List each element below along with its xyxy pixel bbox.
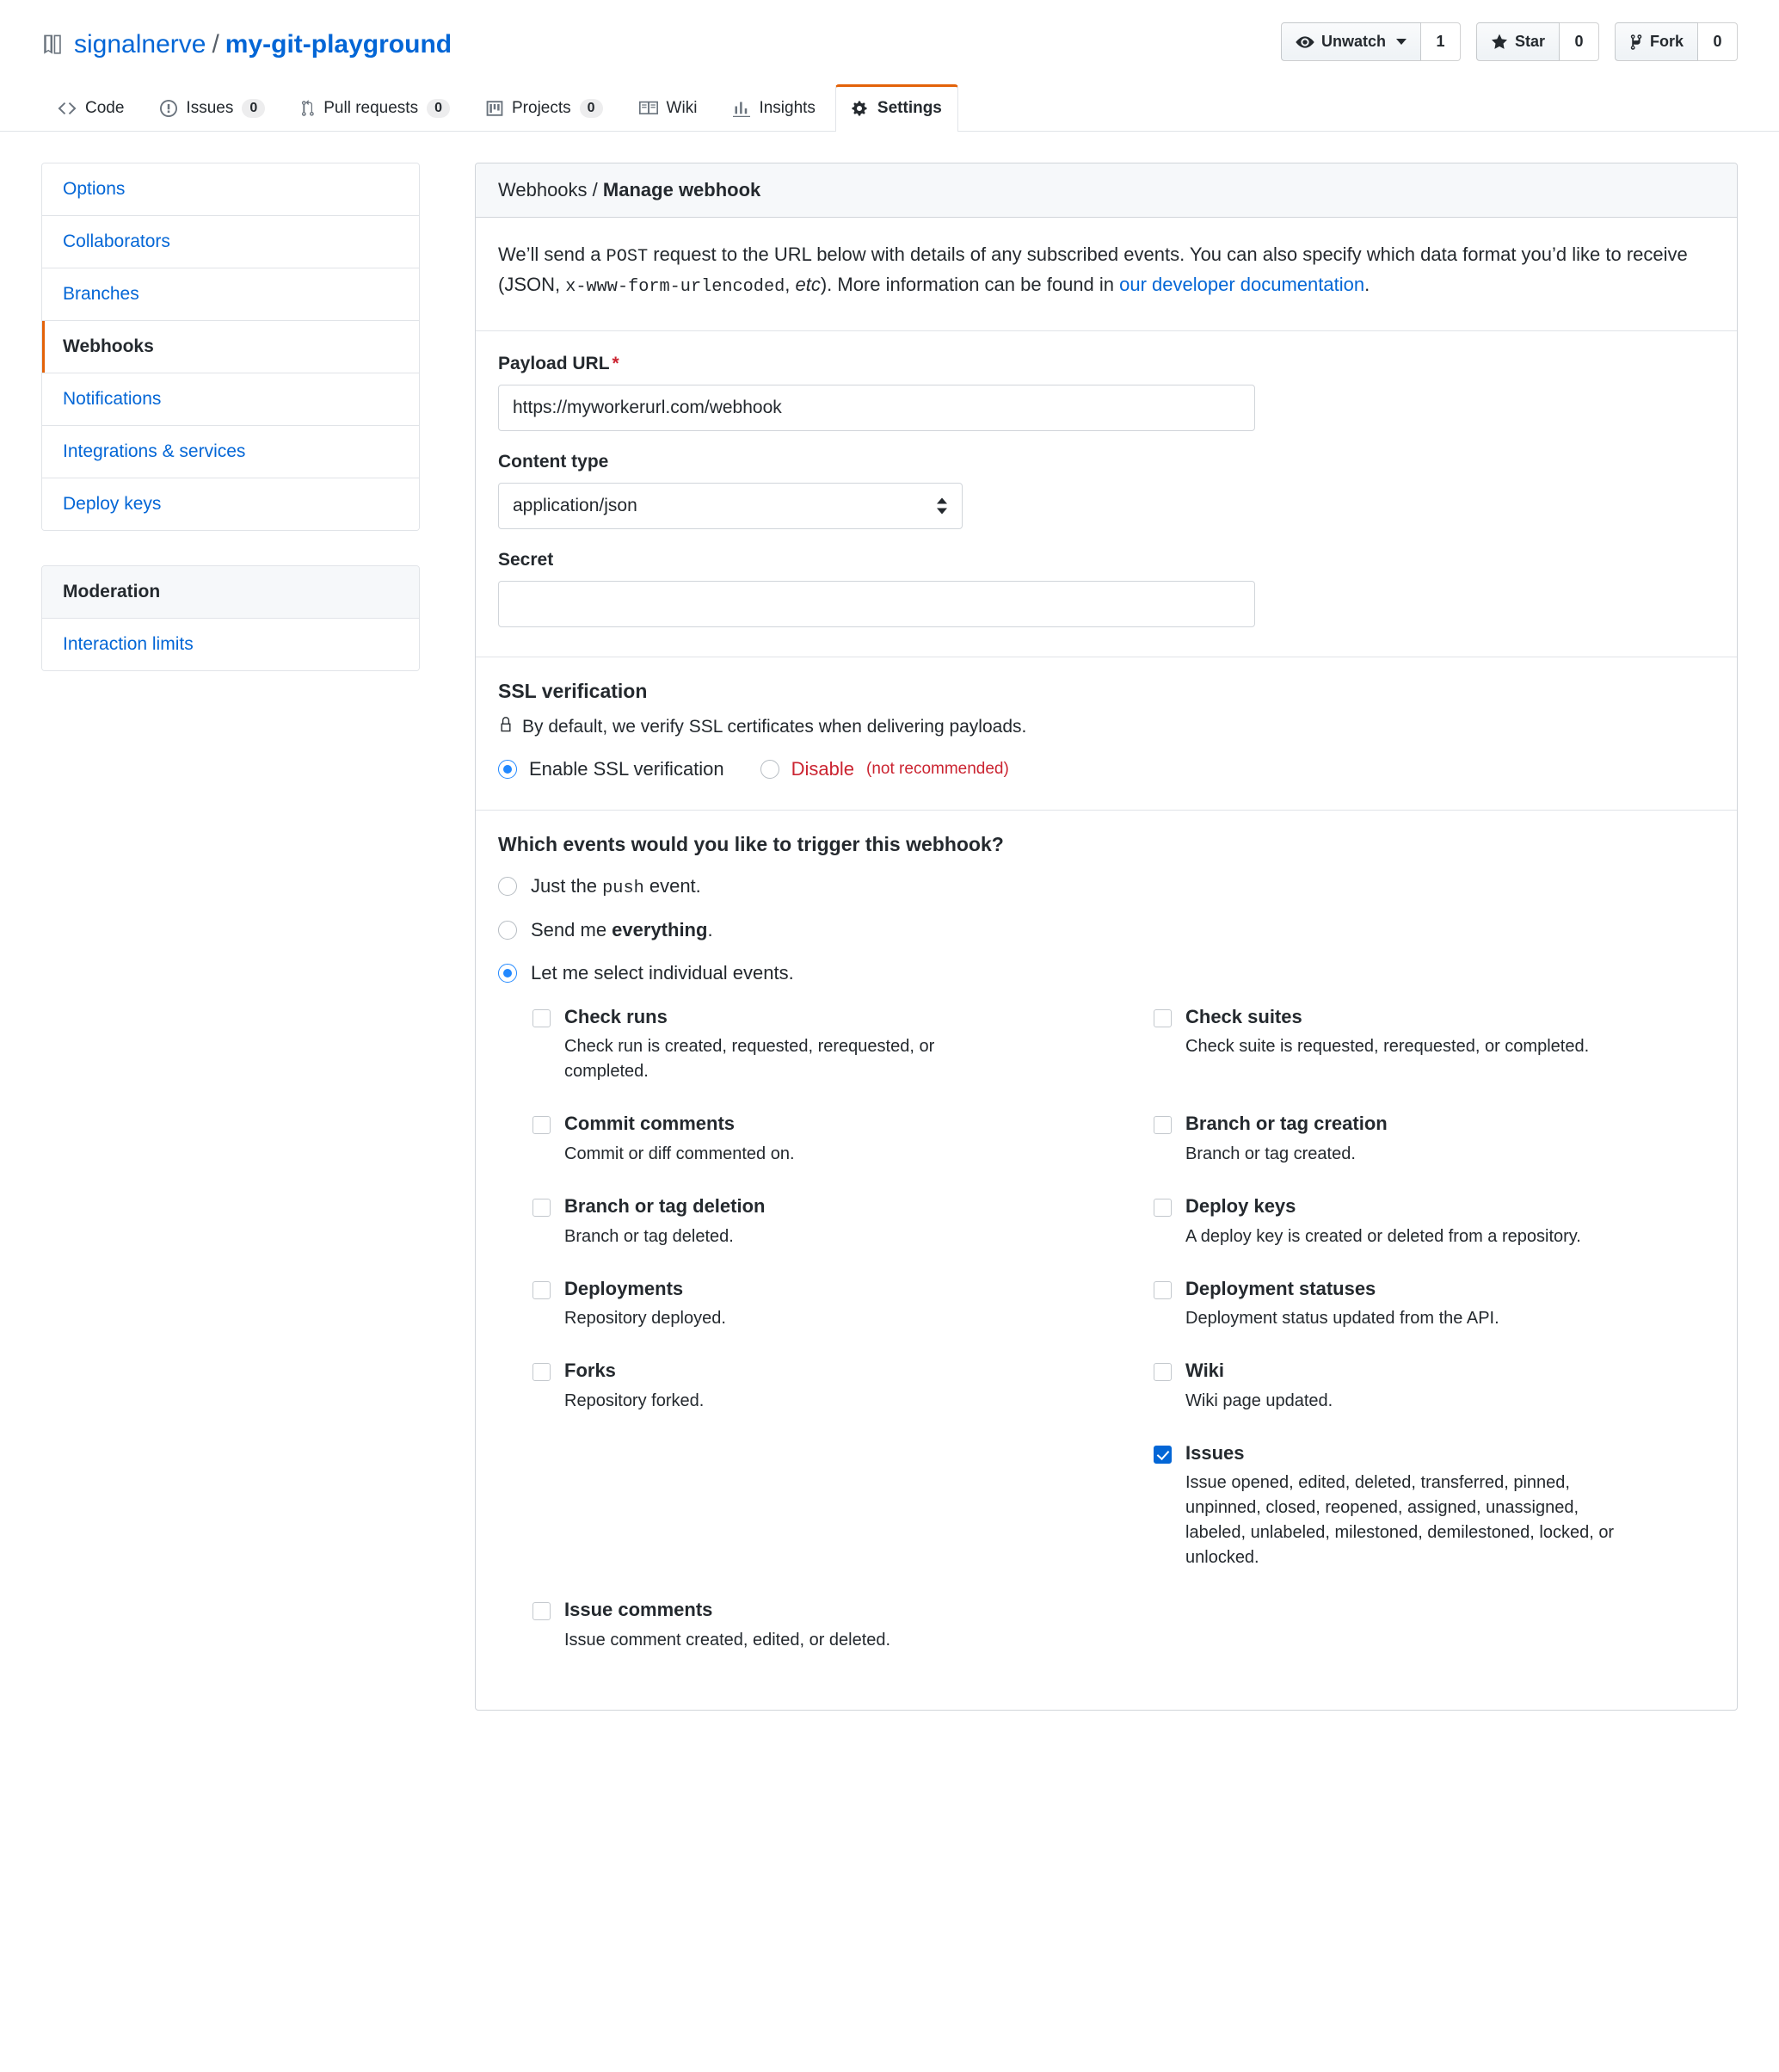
ssl-disable-option[interactable] (760, 758, 1009, 780)
book-icon (41, 34, 64, 56)
sidebar-item-options[interactable]: Options (42, 163, 419, 216)
fork-icon (1629, 34, 1643, 51)
intro-code-urlencoded: x-www-form-urlencoded (565, 277, 785, 298)
project-icon (486, 100, 503, 117)
event-wiki-name: Wiki (1185, 1360, 1225, 1382)
breadcrumb-parent[interactable]: Webhooks (498, 179, 588, 200)
event-deployments-checkbox[interactable] (532, 1281, 551, 1299)
intro-part-4: ). More information can be found in (820, 274, 1120, 296)
star-count[interactable]: 0 (1560, 22, 1599, 61)
tab-projects[interactable] (470, 84, 619, 132)
everything-strong: everything (612, 918, 708, 940)
event-commit-comments-desc: Commit or diff commented on. (564, 1144, 795, 1163)
ssl-disable-radio[interactable] (760, 760, 779, 779)
secret-group (498, 550, 1714, 627)
intro-part-5: . (1364, 274, 1370, 296)
breadcrumb (476, 163, 1737, 218)
event-forks-desc: Repository forked. (564, 1391, 705, 1410)
event-branch-or-tag-deletion-desc: Branch or tag deleted. (564, 1226, 734, 1246)
repo-actions (1281, 22, 1738, 61)
repo-header (0, 0, 1779, 61)
repo-owner-link[interactable]: signalnerve (74, 30, 206, 59)
intro-part-2: request to the URL below with details of any subscribed events. You can also specify which data format you’d like to receive (JSON, (498, 244, 1688, 296)
ssl-title: SSL verification (498, 679, 648, 702)
events-question: Which events would you like to trigger this webhook? (498, 832, 1004, 855)
event-wiki-checkbox[interactable] (1154, 1363, 1172, 1381)
book-icon (639, 101, 658, 116)
events-option-individual-radio[interactable] (498, 964, 517, 983)
event-deploy-keys[interactable] (1154, 1194, 1714, 1249)
event-deploy-keys-name: Deploy keys (1185, 1194, 1296, 1217)
settings-sidebar (41, 163, 420, 706)
event-issue-comments-name: Issue comments (564, 1599, 713, 1621)
event-wiki[interactable] (1154, 1359, 1714, 1414)
event-deployment-statuses-desc: Deployment status updated from the API. (1185, 1309, 1499, 1329)
sidebar-item-branches[interactable]: Branches (42, 268, 419, 321)
breadcrumb-current: Manage webhook (602, 179, 761, 200)
sidebar-item-deploy-keys[interactable]: Deploy keys (42, 478, 419, 530)
tab-issues[interactable] (144, 84, 281, 132)
fork-label: Fork (1649, 33, 1684, 50)
tab-projects-label: Projects (512, 99, 571, 117)
code-icon (58, 101, 77, 116)
fork-button-group[interactable] (1615, 22, 1738, 61)
tab-insights-label: Insights (759, 99, 816, 117)
repo-nav-tabs (0, 83, 1779, 132)
content-type-select[interactable] (498, 483, 963, 529)
webhook-panel (475, 163, 1738, 1711)
events-option-push-text: Just the push event. (531, 874, 701, 898)
required-marker: * (612, 353, 619, 373)
chevron-down-icon (1396, 39, 1407, 45)
sidebar-item-webhooks[interactable]: Webhooks (42, 321, 419, 373)
payload-url-label (498, 354, 1714, 374)
payload-url-label-text: Payload URL (498, 353, 610, 373)
event-branch-or-tag-creation-checkbox[interactable] (1154, 1116, 1172, 1134)
events-section (476, 811, 1737, 1710)
event-commit-comments-name: Commit comments (564, 1113, 736, 1135)
page-content (0, 132, 1779, 1711)
event-check-runs[interactable] (532, 1005, 1093, 1085)
tab-issues-count: 0 (242, 99, 265, 118)
tab-wiki-label: Wiki (666, 99, 698, 117)
eye-icon (1296, 35, 1314, 49)
event-branch-or-tag-deletion-name: Branch or tag deletion (564, 1194, 766, 1217)
events-option-individual[interactable] (498, 962, 1714, 984)
event-deploy-keys-checkbox[interactable] (1154, 1199, 1172, 1217)
ssl-disable-note: (not recommended) (866, 759, 1009, 778)
star-button[interactable] (1476, 22, 1560, 61)
breadcrumb-separator: / (592, 179, 598, 200)
repo-title (41, 22, 452, 60)
event-branch-or-tag-deletion[interactable] (532, 1194, 1093, 1249)
secret-input[interactable] (498, 581, 1255, 627)
events-option-everything[interactable] (498, 919, 1714, 941)
sidebar-item-integrations-services[interactable]: Integrations & services (42, 426, 419, 478)
event-issues-checkbox[interactable] (1154, 1446, 1172, 1464)
content-type-group (498, 452, 1714, 529)
event-check-suites-name: Check suites (1185, 1005, 1302, 1027)
secret-label: Secret (498, 549, 554, 570)
event-deployment-statuses[interactable] (1154, 1277, 1714, 1332)
ssl-enable-label: Enable SSL verification (529, 757, 724, 780)
graph-icon (733, 100, 750, 117)
intro-part-3: , (785, 274, 796, 296)
event-forks-name: Forks (564, 1360, 616, 1382)
repo-name-link[interactable]: my-git-playground (225, 30, 452, 59)
ssl-note (498, 715, 1714, 739)
tab-code-label: Code (85, 99, 125, 117)
event-issue-comments-checkbox[interactable] (532, 1602, 551, 1620)
event-wiki-desc: Wiki page updated. (1185, 1391, 1333, 1410)
event-issues-name: Issues (1185, 1441, 1245, 1464)
intro-em-etc: etc (795, 274, 821, 296)
developer-documentation-link[interactable]: our developer documentation (1119, 274, 1365, 296)
event-deployment-statuses-name: Deployment statuses (1185, 1277, 1376, 1299)
event-issue-comments-desc: Issue comment created, edited, or deleted. (564, 1630, 891, 1650)
event-deploy-keys-desc: A deploy key is created or deleted from a repository. (1185, 1226, 1581, 1246)
events-option-everything-radio[interactable] (498, 921, 517, 940)
ssl-note-text: By default, we verify SSL certificates when delivering payloads. (522, 716, 1027, 737)
sidebar-item-collaborators[interactable]: Collaborators (42, 216, 419, 268)
unwatch-button[interactable] (1281, 22, 1421, 61)
gear-icon (852, 100, 869, 117)
payload-url-group (498, 354, 1714, 431)
tab-pull-requests-label: Pull requests (323, 99, 419, 117)
content-type-select-wrap[interactable] (498, 483, 963, 529)
event-issue-comments[interactable] (532, 1598, 1093, 1653)
ssl-enable-radio[interactable] (498, 760, 517, 779)
intro-part-1: We’ll send a (498, 244, 606, 265)
fork-count[interactable]: 0 (1698, 22, 1738, 61)
tab-pull-requests-count: 0 (427, 99, 450, 118)
events-grid-spacer (532, 1441, 1093, 1599)
event-branch-or-tag-creation[interactable] (1154, 1112, 1714, 1167)
fork-button[interactable] (1615, 22, 1698, 61)
content-type-label: Content type (498, 451, 609, 472)
event-check-suites[interactable] (1154, 1005, 1714, 1085)
event-deployment-statuses-checkbox[interactable] (1154, 1281, 1172, 1299)
individual-events-grid (532, 1005, 1714, 1680)
event-check-suites-checkbox[interactable] (1154, 1009, 1172, 1027)
event-deployments-name: Deployments (564, 1277, 684, 1299)
lock-icon (498, 715, 514, 739)
tab-projects-count: 0 (580, 99, 603, 118)
unwatch-label: Unwatch (1320, 33, 1386, 50)
intro-code-post: POST (606, 247, 649, 267)
sidebar-item-notifications[interactable]: Notifications (42, 373, 419, 426)
events-option-push-radio[interactable] (498, 877, 517, 896)
event-issues[interactable] (1154, 1441, 1714, 1571)
settings-menu (41, 163, 420, 531)
push-code: push (602, 878, 644, 898)
event-branch-or-tag-creation-name: Branch or tag creation (1185, 1113, 1388, 1135)
event-check-runs-name: Check runs (564, 1005, 668, 1027)
events-option-everything-text: Send me everything. (531, 918, 713, 940)
tab-code[interactable] (41, 84, 140, 132)
event-forks[interactable] (532, 1359, 1093, 1414)
event-deployments-desc: Repository deployed. (564, 1309, 726, 1329)
ssl-enable-option[interactable] (498, 758, 724, 780)
tab-settings-label: Settings (877, 99, 942, 117)
event-deployments[interactable] (532, 1277, 1093, 1332)
events-option-push[interactable] (498, 875, 1714, 898)
event-forks-checkbox[interactable] (532, 1363, 551, 1381)
tab-settings[interactable] (835, 84, 958, 132)
tab-pull-requests[interactable] (285, 84, 466, 132)
star-icon (1491, 34, 1508, 51)
payload-url-input[interactable] (498, 385, 1255, 431)
watch-button-group[interactable] (1281, 22, 1461, 61)
ssl-disable-label: Disable (791, 757, 855, 780)
webhook-box (475, 163, 1738, 1711)
tab-wiki[interactable] (623, 84, 714, 132)
ssl-radio-row (498, 758, 1714, 780)
sidebar-item-interaction-limits[interactable]: Interaction limits (42, 619, 419, 670)
tab-issues-label: Issues (186, 99, 234, 117)
event-check-runs-desc: Check run is created, requested, rerequested, or completed. (564, 1037, 935, 1082)
moderation-heading: Moderation (42, 566, 419, 619)
intro-text (498, 240, 1714, 301)
tab-insights[interactable] (717, 84, 831, 132)
watch-count[interactable]: 1 (1421, 22, 1461, 61)
event-check-suites-desc: Check suite is requested, rerequested, or completed. (1185, 1037, 1590, 1057)
event-branch-or-tag-creation-desc: Branch or tag created. (1185, 1144, 1356, 1163)
event-commit-comments[interactable] (532, 1112, 1093, 1167)
ssl-verification-section (476, 657, 1737, 811)
event-commit-comments-checkbox[interactable] (532, 1116, 551, 1134)
star-button-group[interactable] (1476, 22, 1599, 61)
git-pull-request-icon (301, 100, 315, 117)
event-issues-desc: Issue opened, edited, deleted, transferred, pinned, unpinned, closed, reopened, assigned, unassigned, labeled, unlabeled, milestoned, demilestoned, locked, or unlocked. (1185, 1473, 1615, 1568)
intro-section (476, 218, 1737, 331)
moderation-menu (41, 565, 420, 671)
events-option-individual-text: Let me select individual events. (531, 961, 794, 984)
repo-separator: / (212, 30, 219, 59)
issue-opened-icon (160, 100, 177, 117)
event-check-runs-checkbox[interactable] (532, 1009, 551, 1027)
webhook-form-section (476, 331, 1737, 657)
star-label: Star (1514, 33, 1545, 50)
event-branch-or-tag-deletion-checkbox[interactable] (532, 1199, 551, 1217)
